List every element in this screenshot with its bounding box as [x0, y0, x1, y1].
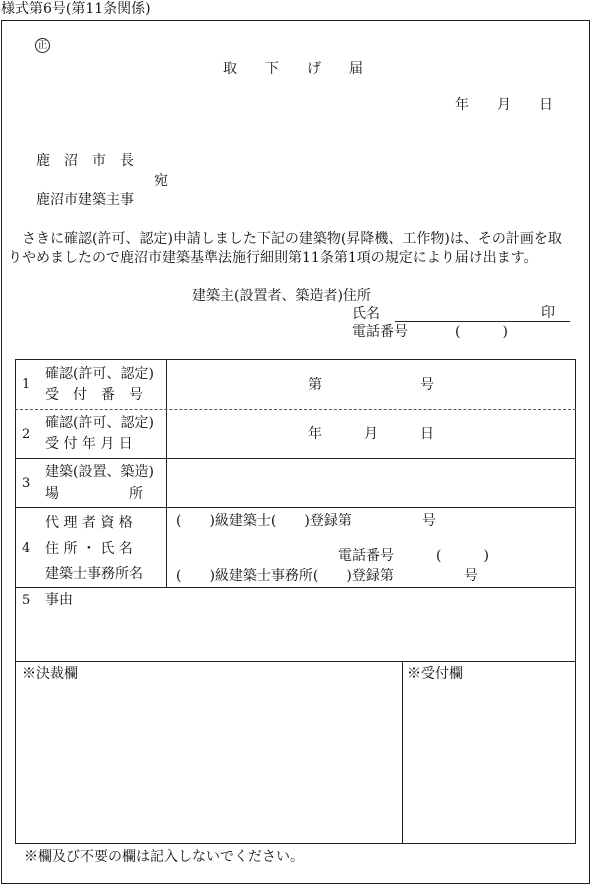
- office-registration: ( )級建築士事務所( )登録第 号: [176, 568, 478, 584]
- table-bottom-border: [15, 843, 576, 844]
- row-5-number: 5: [22, 593, 31, 608]
- addressee-building-official: 鹿沼市建築主事: [36, 192, 134, 208]
- footnote: ※欄及び不要の欄は記入しないでください。: [24, 849, 304, 865]
- architect-registration: ( )級建築士( )登録第 号: [176, 513, 436, 529]
- body-text-line-2: りやめましたので鹿沼市建築基準法施行細則第11条第1項の規定により届け出ます。: [8, 250, 538, 266]
- table-left-border: [15, 359, 16, 844]
- stamp-mark: 印: [541, 305, 555, 321]
- name-underline: [395, 321, 570, 322]
- row-1-number: 1: [22, 377, 31, 392]
- row-3-label-1: 建築(設置、築造): [45, 464, 154, 480]
- applicant-phone-paren: ( ): [455, 324, 508, 340]
- row-5-label: 事由: [45, 592, 73, 608]
- reception-column-label: ※受付欄: [407, 666, 463, 682]
- row-3-number: 3: [22, 476, 31, 491]
- row-divider-1-2: [15, 409, 576, 410]
- body-text-line-1: さきに確認(許可、認定)申請しました下記の建築物(昇降機、工作物)は、その計画を取: [22, 231, 562, 247]
- row-2-label-2: 受 付 年 月 日: [45, 436, 133, 452]
- row-2-number: 2: [22, 427, 31, 442]
- row-2-label-1: 確認(許可、認定): [45, 415, 154, 431]
- applicant-address-label: 建築主(設置者、築造者)住所: [192, 288, 371, 304]
- decision-reception-divider: [402, 661, 403, 844]
- row-divider-3-4: [15, 507, 576, 508]
- row-divider-5-decision: [15, 661, 576, 662]
- row-2-value: 年 月 日: [308, 426, 434, 442]
- row-1-value: 第 号: [308, 377, 434, 393]
- applicant-phone-label: 電話番号: [352, 324, 408, 340]
- row-1-label-2: 受 付 番 号: [45, 387, 143, 403]
- addressee-honorific: 宛: [154, 173, 168, 189]
- row-1-label-1: 確認(許可、認定): [45, 366, 154, 382]
- seal-mark: 正: [35, 38, 50, 53]
- applicant-name-label: 氏名: [352, 306, 380, 322]
- table-right-border: [575, 359, 576, 844]
- row-4-label-1: 代 理 者 資 格: [45, 515, 133, 531]
- row-divider-4-5: [15, 587, 576, 588]
- label-column-divider: [166, 359, 167, 588]
- table-top-border: [15, 359, 576, 360]
- row-3-label-2: 場 所: [45, 486, 143, 502]
- row-4-number: 4: [22, 541, 31, 556]
- row-4-label-3: 建築士事務所名: [45, 566, 143, 582]
- agent-phone: 電話番号 ( ): [338, 548, 489, 564]
- form-frame: [1, 20, 590, 884]
- decision-column-label: ※決裁欄: [22, 666, 78, 682]
- addressee-mayor: 鹿 沼 市 長: [36, 153, 134, 169]
- row-divider-2-3: [15, 458, 576, 459]
- form-title: 取 下 げ 届: [223, 61, 363, 77]
- form-number: 様式第6号(第11条関係): [1, 1, 151, 17]
- date-line: 年 月 日: [455, 97, 553, 113]
- row-4-label-2: 住 所 ・ 氏 名: [45, 541, 133, 557]
